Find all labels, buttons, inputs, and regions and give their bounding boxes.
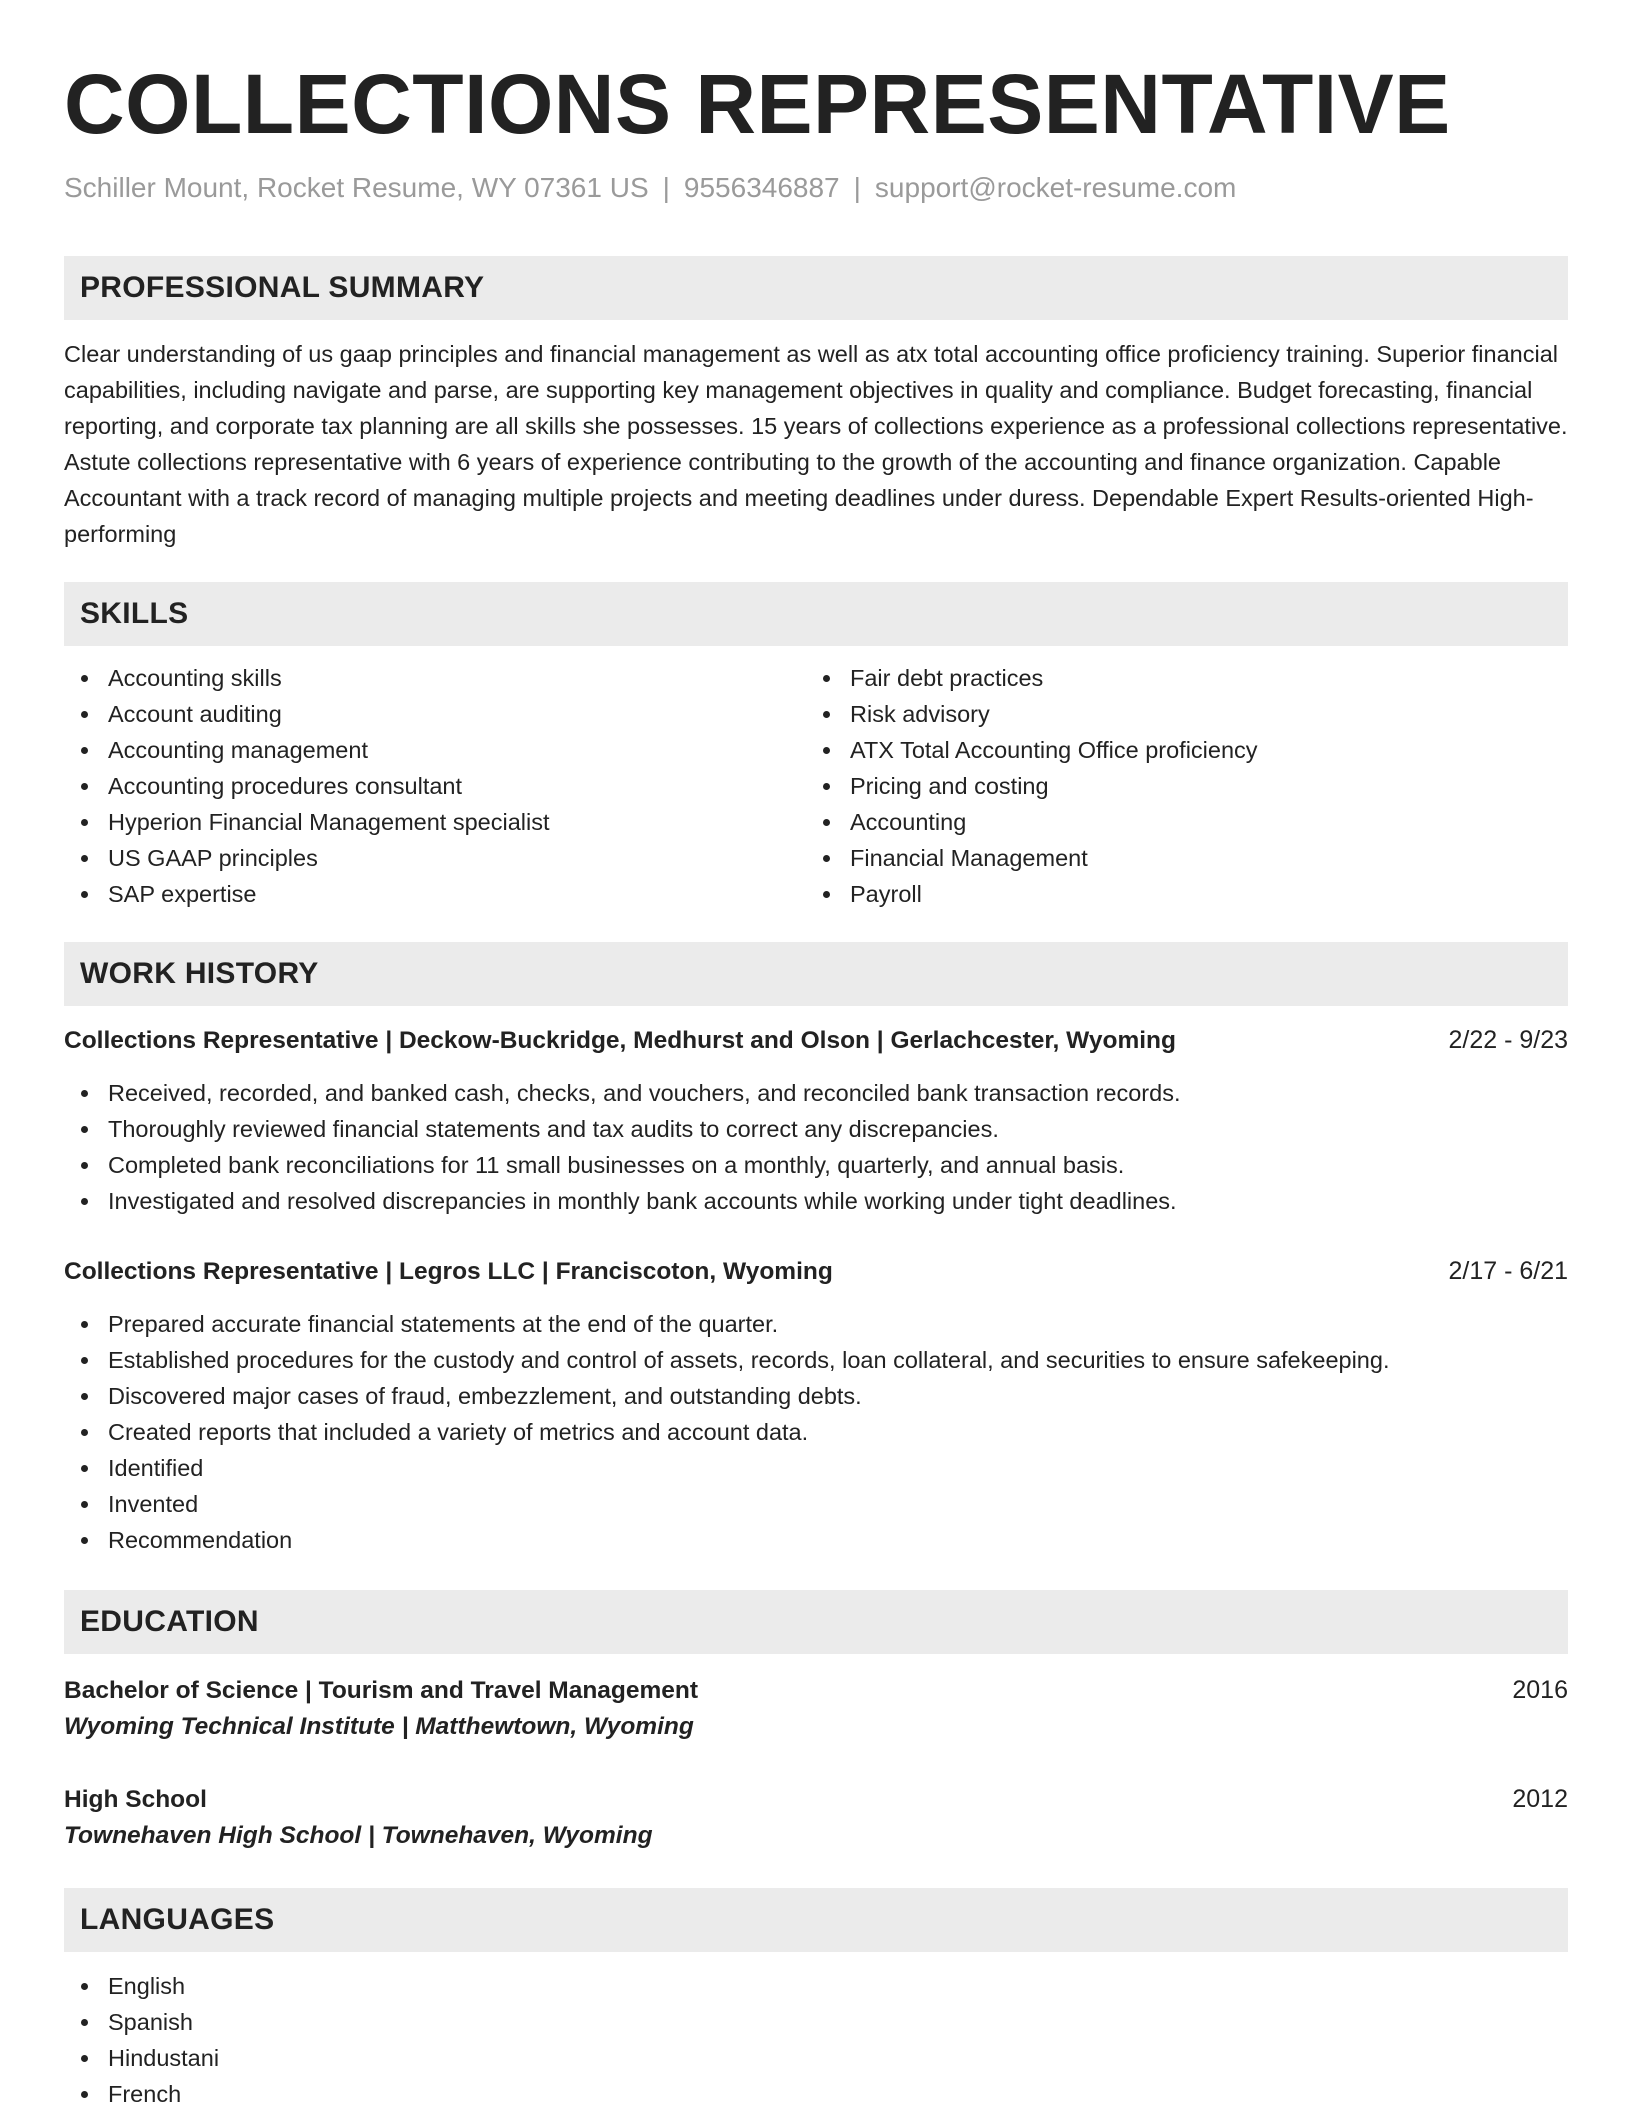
skill-item: Payroll xyxy=(806,876,1548,912)
job-bullet: Prepared accurate financial statements at the end of the quarter. xyxy=(64,1306,1568,1342)
skill-item: Accounting xyxy=(806,804,1548,840)
language-item: Spanish xyxy=(64,2004,1568,2040)
skill-item: Financial Management xyxy=(806,840,1548,876)
skill-item: Pricing and costing xyxy=(806,768,1548,804)
job-bullet: Investigated and resolved discrepancies in monthly bank accounts while working under tight deadlines. xyxy=(64,1183,1568,1219)
section-header-work-history: WORK HISTORY xyxy=(64,942,1568,1006)
skill-item: Hyperion Financial Management specialist xyxy=(64,804,806,840)
job-dates: 2/17 - 6/21 xyxy=(1448,1257,1568,1285)
skill-item: Risk advisory xyxy=(806,696,1548,732)
education-degree: Bachelor of Science | Tourism and Travel Management xyxy=(64,1677,699,1704)
education-year: 2016 xyxy=(1512,1676,1568,1704)
job-title: Collections Representative | Deckow-Buckridge, Medhurst and Olson | Gerlachcester, Wyoming xyxy=(64,1027,1176,1054)
contact-address: Schiller Mount, Rocket Resume, WY 07361 US xyxy=(64,172,649,203)
education-heading-row xyxy=(64,1672,1568,1709)
section-header-summary: PROFESSIONAL SUMMARY xyxy=(64,256,1568,320)
skill-item: Accounting procedures consultant xyxy=(64,768,806,804)
skill-item: US GAAP principles xyxy=(64,840,806,876)
section-header-education: EDUCATION xyxy=(64,1590,1568,1654)
job-dates: 2/22 - 9/23 xyxy=(1448,1026,1568,1054)
education-school: Wyoming Technical Institute | Matthewtown, Wyoming xyxy=(64,1713,694,1740)
resume-title: COLLECTIONS REPRESENTATIVE xyxy=(64,57,1451,151)
education-heading-row xyxy=(64,1781,1568,1818)
contact-separator: | xyxy=(662,172,670,203)
skill-item: Fair debt practices xyxy=(806,660,1548,696)
education-degree: High School xyxy=(64,1786,207,1813)
resume-page xyxy=(64,0,1568,2112)
job-bullet: Identified xyxy=(64,1450,1568,1486)
language-item: Hindustani xyxy=(64,2040,1568,2076)
job-bullets xyxy=(64,1306,1568,1558)
contact-email[interactable]: support@rocket-resume.com xyxy=(874,172,1237,203)
job-heading-row xyxy=(64,1022,1568,1059)
skill-item: SAP expertise xyxy=(64,876,806,912)
contact-line xyxy=(64,170,1568,206)
job-bullet: Recommendation xyxy=(64,1522,1568,1558)
skills-list-right xyxy=(806,660,1548,912)
skills-list-left xyxy=(64,660,806,912)
skill-item: Accounting management xyxy=(64,732,806,768)
languages-list xyxy=(64,1968,1568,2112)
job-title: Collections Representative | Legros LLC | Franciscoton, Wyoming xyxy=(64,1258,833,1285)
skill-item: Account auditing xyxy=(64,696,806,732)
job-bullet: Discovered major cases of fraud, embezzlement, and outstanding debts. xyxy=(64,1378,1568,1414)
skill-item: Accounting skills xyxy=(64,660,806,696)
section-header-skills: SKILLS xyxy=(64,582,1568,646)
job-bullet: Created reports that included a variety of metrics and account data. xyxy=(64,1414,1568,1450)
job-bullet: Established procedures for the custody and control of assets, records, loan collateral, and securities to ensure safekeeping. xyxy=(64,1342,1568,1378)
job-bullet: Received, recorded, and banked cash, checks, and vouchers, and reconciled bank transaction records. xyxy=(64,1075,1568,1111)
language-item: English xyxy=(64,1968,1568,2004)
summary-text: Clear understanding of us gaap principles and financial management as well as atx total accounting office proficiency training. Superior financial capabilities, including navigate and parse, are supporting key management objectives in quality and compliance. Budget forecasting, financial reporting, and corporate tax planning are all skills she possesses. 15 years of collections experience as a professional collections representative. Astute collections representative with 6 years of experience contributing to the growth of the accounting and finance organization. Capable Accountant with a track record of managing multiple projects and meeting deadlines under duress. Dependable Expert Results-oriented High-performing xyxy=(64,341,1568,547)
contact-phone: 9556346887 xyxy=(683,172,840,203)
job-bullets xyxy=(64,1075,1568,1219)
job-heading-row xyxy=(64,1253,1568,1290)
job-bullet: Thoroughly reviewed financial statements and tax audits to correct any discrepancies. xyxy=(64,1111,1568,1147)
education-school: Townehaven High School | Townehaven, Wyoming xyxy=(64,1822,653,1849)
job-bullet: Invented xyxy=(64,1486,1568,1522)
contact-separator: | xyxy=(853,172,861,203)
job-bullet: Completed bank reconciliations for 11 small businesses on a monthly, quarterly, and annual basis. xyxy=(64,1147,1568,1183)
skills-columns xyxy=(64,660,1568,912)
education-year: 2012 xyxy=(1512,1785,1568,1813)
section-header-languages: LANGUAGES xyxy=(64,1888,1568,1952)
language-item: French xyxy=(64,2076,1568,2112)
skill-item: ATX Total Accounting Office proficiency xyxy=(806,732,1548,768)
